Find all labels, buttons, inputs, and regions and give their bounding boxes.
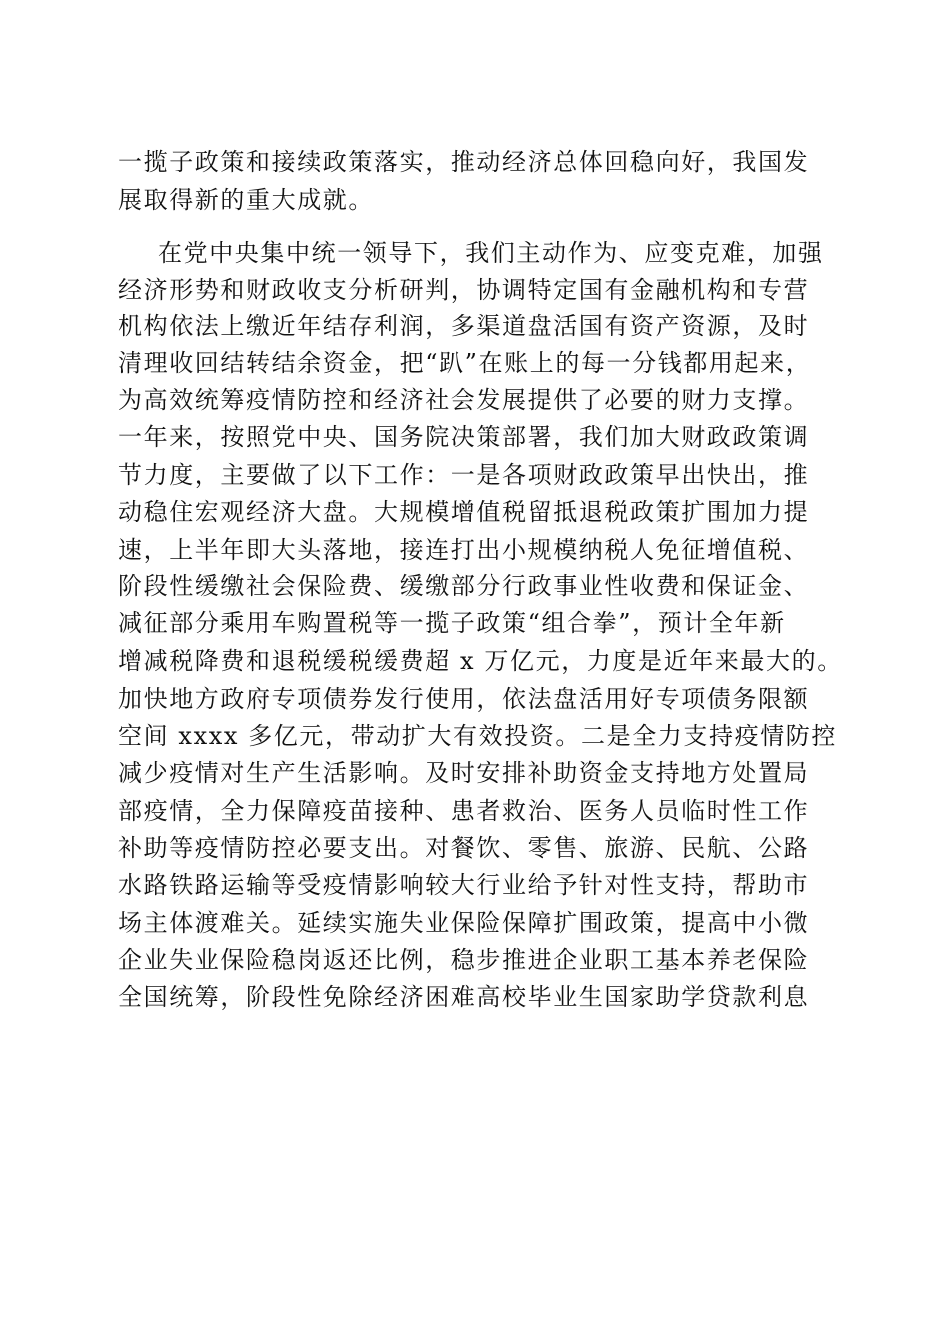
paragraph-line-19: 补助等疫情防控必要支出。对餐饮、零售、旅游、民航、公路 <box>118 834 810 862</box>
paragraph-line-17: 减少疫情对生产生活影响。及时安排补助资金支持地方处置局 <box>118 759 810 787</box>
paragraph-line-18: 部疫情，全力保障疫苗接种、患者救治、医务人员临时性工作 <box>118 797 810 825</box>
paragraph-line-1: 一揽子政策和接续政策落实，推动经济总体回稳向好，我国发 <box>118 148 810 176</box>
paragraph-line-13: 减征部分乘用车购置税等一揽子政策“组合拳”，预计全年新 <box>118 609 786 637</box>
paragraph-line-14: 增减税降费和退税缓税缓费超 x 万亿元，力度是近年来最大的。 <box>118 647 843 675</box>
paragraph-line-20: 水路铁路运输等受疫情影响较大行业给予针对性支持，帮助市 <box>118 871 810 899</box>
paragraph-line-6: 清理收回结转结余资金，把“趴”在账上的每一分钱都用起来， <box>118 349 812 377</box>
paragraph-line-7: 为高效统筹疫情防控和经济社会发展提供了必要的财力支撑。 <box>118 386 810 414</box>
paragraph-line-8: 一年来，按照党中央、国务院决策部署，我们加大财政政策调 <box>118 423 810 451</box>
paragraph-line-10: 动稳住宏观经济大盘。大规模增值税留抵退税政策扩围加力提 <box>118 498 810 526</box>
paragraph-line-5: 机构依法上缴近年结存利润，多渠道盘活国有资产资源，及时 <box>118 312 810 340</box>
paragraph-line-4: 经济形势和财政收支分析研判，协调特定国有金融机构和专营 <box>118 276 810 304</box>
paragraph-line-22: 企业失业保险稳岗返还比例，稳步推进企业职工基本养老保险 <box>118 946 810 974</box>
paragraph-line-15: 加快地方政府专项债券发行使用，依法盘活用好专项债务限额 <box>118 685 810 713</box>
paragraph-line-12: 阶段性缓缴社会保险费、缓缴部分行政事业性收费和保证金、 <box>118 572 810 600</box>
paragraph-line-16: 空间 xxxx 多亿元，带动扩大有效投资。二是全力支持疫情防控 <box>118 722 837 750</box>
paragraph-line-9: 节力度，主要做了以下工作：一是各项财政政策早出快出，推 <box>118 461 810 489</box>
paragraph-line-3: 在党中央集中统一领导下，我们主动作为、应变克难，加强 <box>158 239 824 267</box>
paragraph-line-2: 展取得新的重大成就。 <box>118 186 374 214</box>
paragraph-line-11: 速，上半年即大头落地，接连打出小规模纳税人免征增值税、 <box>118 536 810 564</box>
paragraph-line-23: 全国统筹，阶段性免除经济困难高校毕业生国家助学贷款利息 <box>118 983 810 1011</box>
paragraph-line-21: 场主体渡难关。延续实施失业保险保障扩围政策，提高中小微 <box>118 909 810 937</box>
